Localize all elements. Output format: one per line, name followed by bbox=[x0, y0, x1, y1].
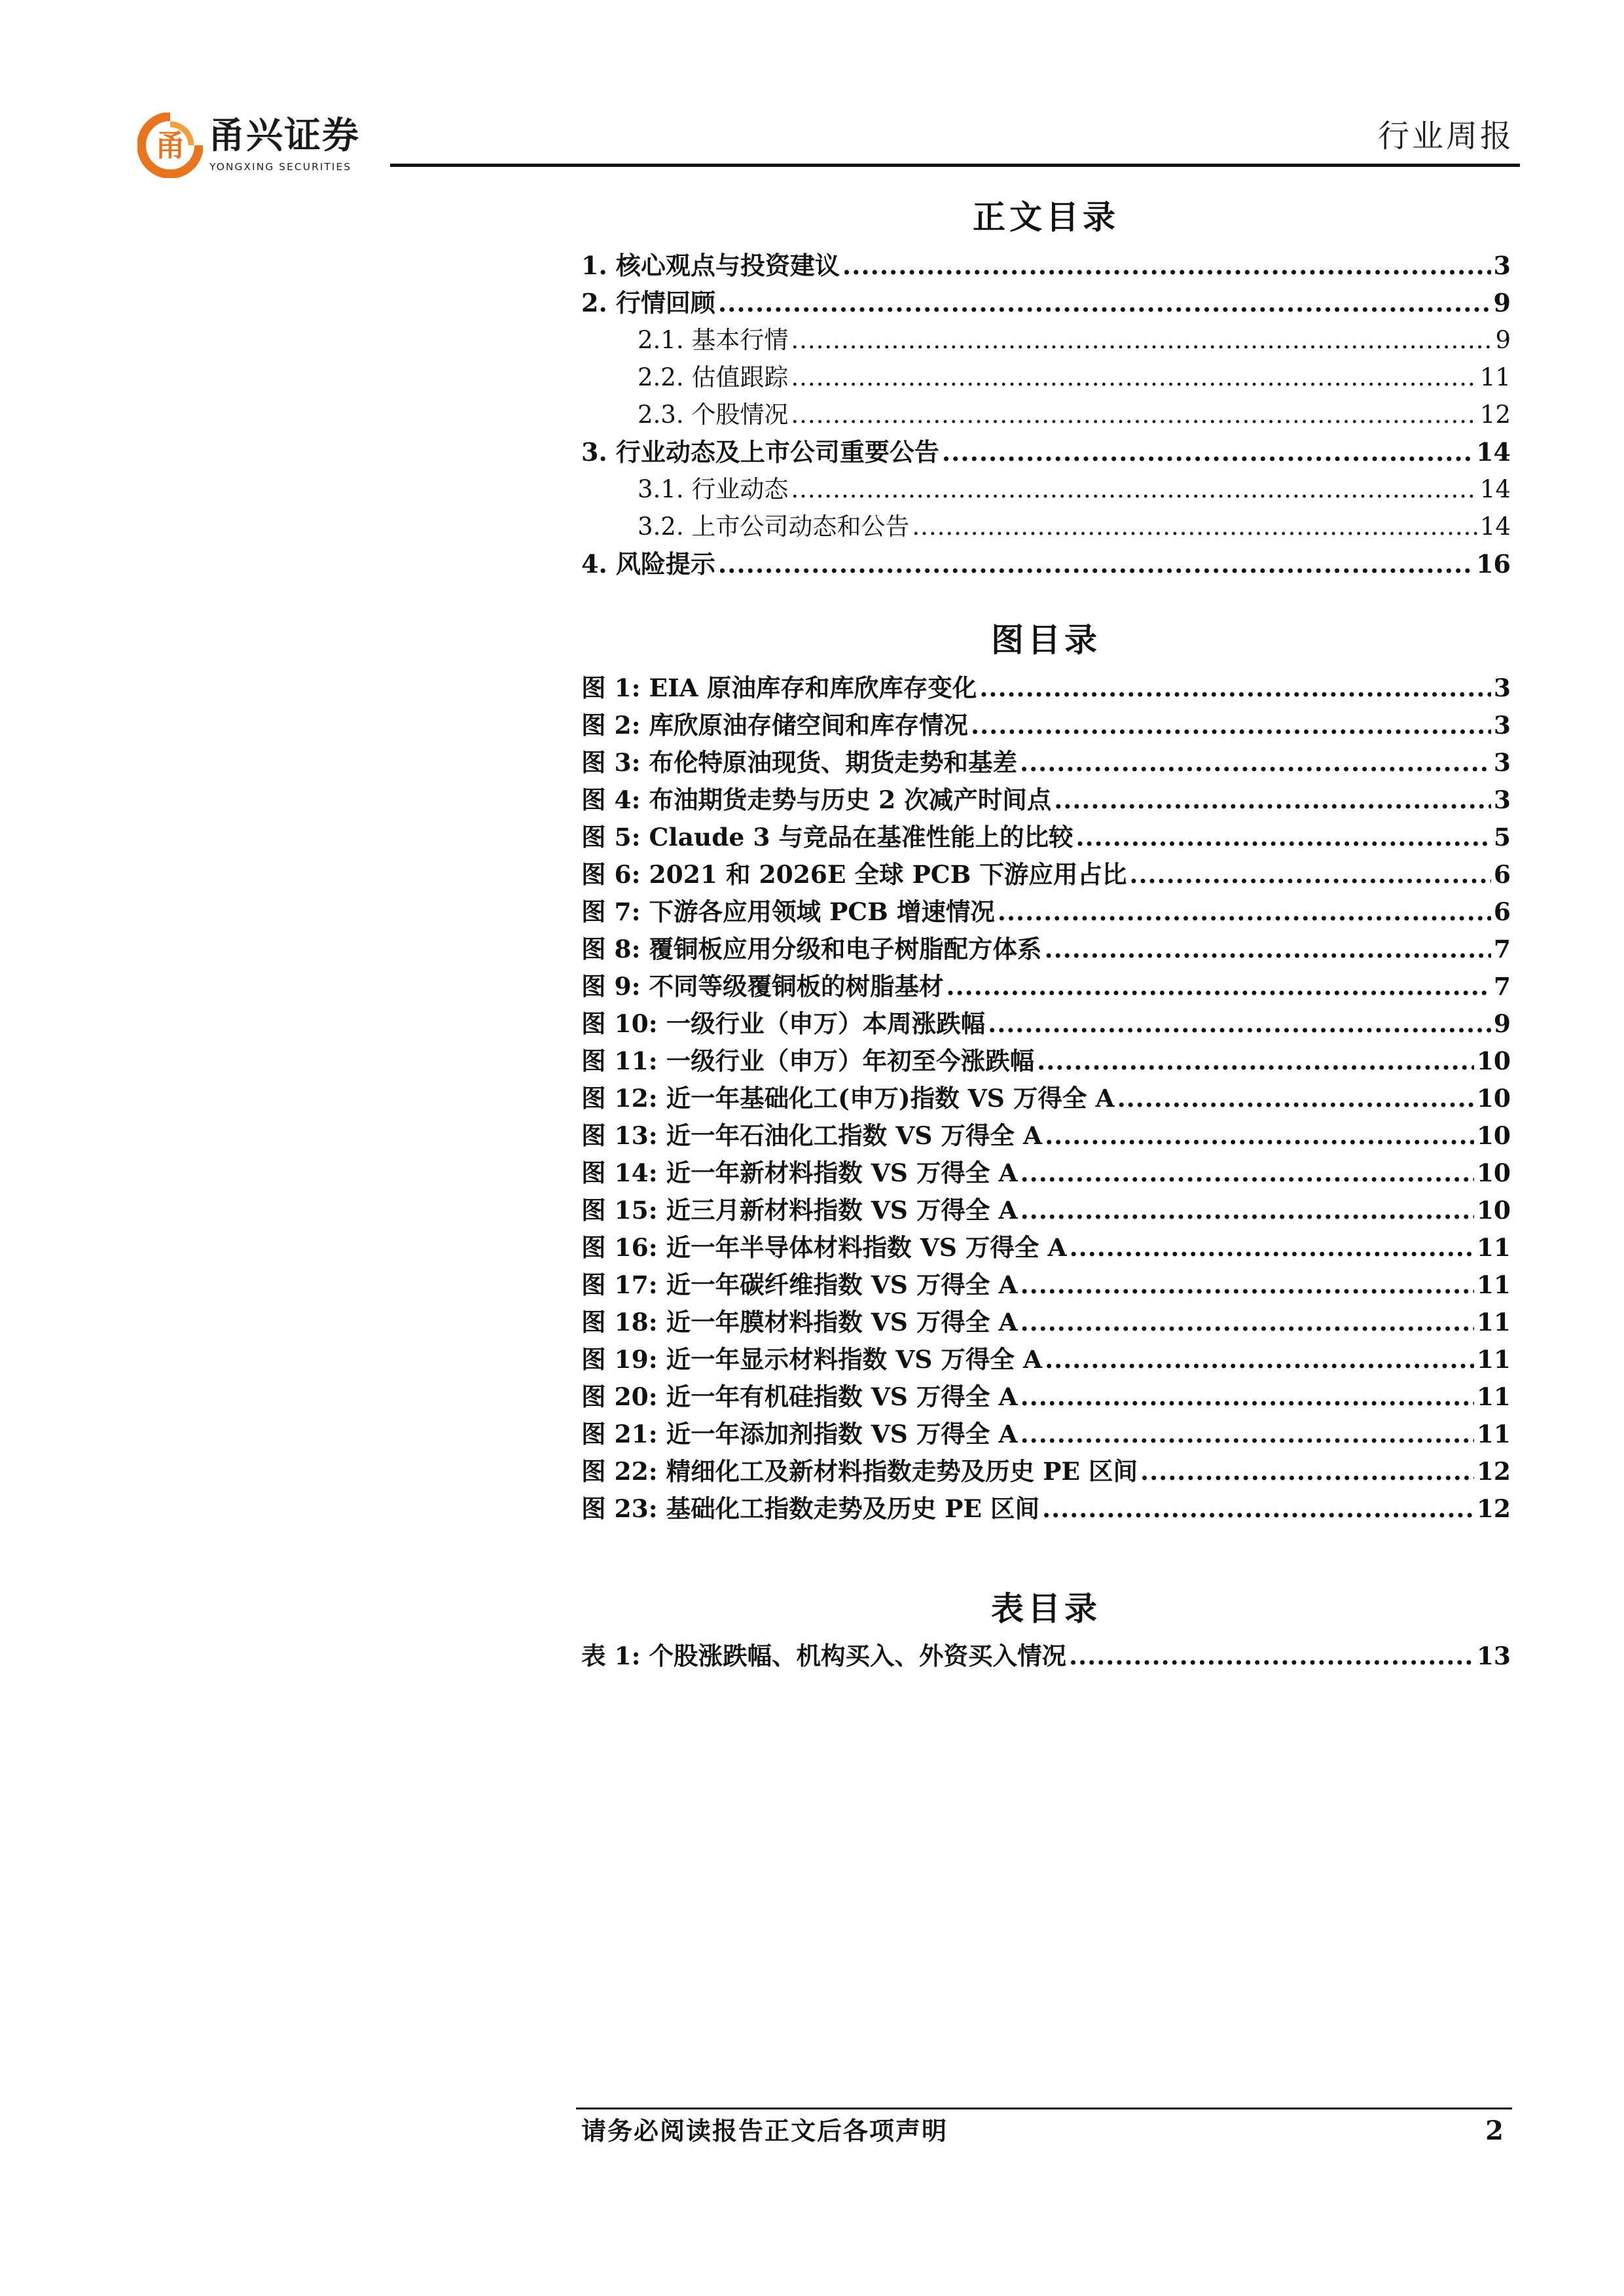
toc-entry-label: 表 1: 个股涨跌幅、机构买入、外资买入情况 bbox=[581, 1641, 1067, 1670]
toc-dot-leader bbox=[718, 284, 1491, 321]
toc-entry-label: 3. 行业动态及上市公司重要公告 bbox=[581, 437, 939, 467]
toc-dot-leader bbox=[1020, 1378, 1474, 1416]
toc-dot-leader bbox=[1129, 856, 1491, 893]
logo-chinese-name: 甬兴证券 bbox=[208, 115, 360, 157]
toc-dot-leader bbox=[791, 321, 1492, 359]
toc-entry[interactable] bbox=[581, 545, 1511, 583]
toc-dot-leader bbox=[1045, 1341, 1474, 1378]
toc-entry[interactable] bbox=[581, 247, 1511, 284]
toc-entry[interactable] bbox=[581, 968, 1511, 1005]
toc-dot-leader bbox=[1140, 1453, 1474, 1490]
toc-entry[interactable] bbox=[581, 1453, 1511, 1490]
toc-entry[interactable] bbox=[581, 1378, 1511, 1416]
toc-entry-page: 9 bbox=[1493, 1009, 1511, 1038]
toc-dot-leader bbox=[718, 545, 1473, 583]
toc-entry-label: 图 7: 下游各应用领域 PCB 增速情况 bbox=[581, 897, 995, 926]
toc-entry[interactable] bbox=[581, 508, 1511, 545]
logo-mark-char: 甬 bbox=[155, 128, 185, 163]
toc-dot-leader bbox=[1037, 1043, 1474, 1080]
toc-entry-label: 图 15: 近三月新材料指数 VS 万得全 A bbox=[581, 1196, 1018, 1225]
toc-entry-page: 12 bbox=[1479, 401, 1511, 429]
toc-entry[interactable] bbox=[581, 893, 1511, 931]
toc-dot-leader bbox=[947, 968, 1491, 1005]
toc-entry-page: 12 bbox=[1476, 1457, 1511, 1486]
toc-dot-leader bbox=[942, 433, 1473, 471]
toc-entry-page: 10 bbox=[1476, 1121, 1511, 1150]
toc-entry-page: 7 bbox=[1493, 972, 1511, 1001]
toc-entry[interactable] bbox=[581, 1117, 1511, 1155]
toc-entry-label: 1. 核心观点与投资建议 bbox=[581, 251, 840, 280]
toc-entry-label: 图 14: 近一年新材料指数 VS 万得全 A bbox=[581, 1158, 1018, 1187]
toc-dot-leader bbox=[791, 471, 1477, 508]
toc-entry-label: 图 22: 精细化工及新材料指数走势及历史 PE 区间 bbox=[581, 1457, 1138, 1486]
toc-entry[interactable] bbox=[581, 1043, 1511, 1080]
table-toc-list bbox=[581, 1638, 1511, 1675]
toc-entry-page: 6 bbox=[1493, 860, 1511, 889]
toc-entry-page: 11 bbox=[1476, 1270, 1511, 1299]
toc-entry[interactable] bbox=[581, 471, 1511, 508]
toc-entry-page: 3 bbox=[1493, 251, 1511, 280]
footer-disclaimer: 请务必阅读报告正文后各项声明 bbox=[581, 2117, 948, 2145]
toc-entry-label: 4. 风险提示 bbox=[581, 549, 715, 579]
toc-entry-label: 图 17: 近一年碳纤维指数 VS 万得全 A bbox=[581, 1270, 1018, 1299]
toc-entry[interactable] bbox=[581, 1192, 1511, 1229]
page-header bbox=[0, 0, 1624, 177]
toc-entry-label: 图 23: 基础化工指数走势及历史 PE 区间 bbox=[581, 1494, 1040, 1523]
toc-entry-page: 6 bbox=[1493, 897, 1511, 926]
footer-divider bbox=[576, 2108, 1512, 2109]
toc-entry-page: 3 bbox=[1493, 673, 1511, 702]
toc-entry[interactable] bbox=[581, 1490, 1511, 1528]
toc-entry-label: 图 13: 近一年石油化工指数 VS 万得全 A bbox=[581, 1121, 1043, 1150]
toc-entry-label: 2.2. 估值跟踪 bbox=[638, 363, 789, 391]
logo-mark-icon bbox=[137, 113, 203, 178]
toc-entry-label: 图 1: EIA 原油库存和库欣库存变化 bbox=[581, 673, 977, 702]
toc-entry-label: 3.2. 上市公司动态和公告 bbox=[638, 512, 910, 541]
toc-entry-page: 10 bbox=[1476, 1084, 1511, 1113]
toc-entry[interactable] bbox=[581, 744, 1511, 781]
toc-entry-page: 7 bbox=[1493, 935, 1511, 963]
toc-entry-label: 图 3: 布伦特原油现货、期货走势和基差 bbox=[581, 748, 1018, 777]
toc-entry[interactable] bbox=[581, 781, 1511, 819]
toc-entry[interactable] bbox=[581, 359, 1511, 396]
toc-entry[interactable] bbox=[581, 819, 1511, 856]
toc-entry-page: 11 bbox=[1476, 1308, 1511, 1336]
toc-entry[interactable] bbox=[581, 396, 1511, 433]
toc-entry-label: 3.1. 行业动态 bbox=[638, 475, 789, 503]
toc-dot-leader bbox=[1054, 781, 1491, 819]
header-divider bbox=[390, 164, 1520, 167]
toc-entry-label: 图 5: Claude 3 与竞品在基准性能上的比较 bbox=[581, 823, 1074, 852]
toc-entry[interactable] bbox=[581, 707, 1511, 744]
toc-dot-leader bbox=[998, 893, 1491, 931]
toc-dot-leader bbox=[1020, 1304, 1474, 1341]
toc-dot-leader bbox=[1020, 744, 1491, 781]
toc-dot-leader bbox=[1045, 1117, 1474, 1155]
toc-entry-page: 16 bbox=[1476, 549, 1511, 579]
toc-entry[interactable] bbox=[581, 670, 1511, 707]
toc-entry-page: 14 bbox=[1476, 437, 1511, 467]
toc-entry-label: 2.1. 基本行情 bbox=[638, 326, 789, 354]
toc-entry-label: 图 8: 覆铜板应用分级和电子树脂配方体系 bbox=[581, 935, 1042, 963]
toc-dot-leader bbox=[1069, 1638, 1474, 1675]
toc-entry-label: 2.3. 个股情况 bbox=[638, 401, 789, 429]
toc-dot-leader bbox=[1075, 819, 1490, 856]
toc-entry-label: 2. 行情回顾 bbox=[581, 288, 715, 317]
toc-dot-leader bbox=[1020, 1416, 1474, 1453]
toc-entry[interactable] bbox=[581, 321, 1511, 359]
toc-dot-leader bbox=[1020, 1192, 1474, 1229]
toc-entry[interactable] bbox=[581, 856, 1511, 893]
toc-entry[interactable] bbox=[581, 1080, 1511, 1117]
toc-entry-label: 图 10: 一级行业（申万）本周涨跌幅 bbox=[581, 1009, 986, 1038]
toc-dot-leader bbox=[1070, 1229, 1474, 1266]
logo-english-name: YONGXING SECURITIES bbox=[209, 161, 352, 173]
toc-dot-leader bbox=[988, 1005, 1491, 1043]
toc-entry-page: 12 bbox=[1476, 1494, 1511, 1523]
toc-entry-page: 9 bbox=[1493, 288, 1511, 317]
toc-dot-leader bbox=[842, 247, 1491, 284]
toc-entry-label: 图 2: 库欣原油存储空间和库存情况 bbox=[581, 711, 969, 740]
toc-entry-page: 11 bbox=[1476, 1382, 1511, 1411]
toc-dot-leader bbox=[979, 670, 1491, 707]
toc-entry-label: 图 16: 近一年半导体材料指数 VS 万得全 A bbox=[581, 1233, 1067, 1262]
toc-entry-page: 10 bbox=[1476, 1196, 1511, 1225]
toc-dot-leader bbox=[1020, 1266, 1474, 1304]
toc-entry[interactable] bbox=[581, 433, 1511, 471]
toc-entry-label: 图 6: 2021 和 2026E 全球 PCB 下游应用占比 bbox=[581, 860, 1127, 889]
toc-entry-page: 10 bbox=[1476, 1158, 1511, 1187]
toc-entry-page: 11 bbox=[1479, 363, 1511, 391]
toc-entry-page: 13 bbox=[1476, 1641, 1511, 1670]
report-type-label: 行业周报 bbox=[1377, 118, 1514, 154]
toc-entry-label: 图 21: 近一年添加剂指数 VS 万得全 A bbox=[581, 1420, 1018, 1448]
main-toc-title: 正文目录 bbox=[973, 198, 1119, 236]
toc-entry[interactable] bbox=[581, 1416, 1511, 1453]
toc-entry[interactable] bbox=[581, 284, 1511, 321]
toc-entry[interactable] bbox=[581, 1341, 1511, 1378]
toc-entry-page: 3 bbox=[1493, 711, 1511, 740]
toc-dot-leader bbox=[1042, 1490, 1474, 1528]
figure-toc-list bbox=[581, 670, 1511, 1528]
toc-entry[interactable] bbox=[581, 1266, 1511, 1304]
toc-entry[interactable] bbox=[581, 1304, 1511, 1341]
toc-entry-page: 14 bbox=[1479, 512, 1511, 541]
toc-entry-label: 图 9: 不同等级覆铜板的树脂基材 bbox=[581, 972, 944, 1001]
toc-dot-leader bbox=[1020, 1155, 1474, 1192]
toc-dot-leader bbox=[1045, 931, 1491, 968]
toc-entry-page: 11 bbox=[1476, 1420, 1511, 1448]
company-logo bbox=[137, 113, 373, 185]
toc-dot-leader bbox=[1117, 1080, 1474, 1117]
page-number: 2 bbox=[1485, 2115, 1504, 2146]
toc-entry-page: 3 bbox=[1493, 785, 1511, 814]
table-toc-title: 表目录 bbox=[991, 1590, 1101, 1628]
toc-entry[interactable] bbox=[581, 1155, 1511, 1192]
toc-entry-page: 5 bbox=[1493, 823, 1511, 852]
toc-entry-label: 图 4: 布油期货走势与历史 2 次减产时间点 bbox=[581, 785, 1052, 814]
toc-entry-label: 图 11: 一级行业（申万）年初至今涨跌幅 bbox=[581, 1047, 1035, 1075]
toc-entry-label: 图 12: 近一年基础化工(申万)指数 VS 万得全 A bbox=[581, 1084, 1115, 1113]
toc-entry-page: 9 bbox=[1495, 326, 1511, 354]
toc-dot-leader bbox=[912, 508, 1477, 545]
figure-toc-title: 图目录 bbox=[991, 621, 1101, 659]
toc-entry[interactable] bbox=[581, 1638, 1511, 1675]
toc-dot-leader bbox=[791, 396, 1477, 433]
toc-dot-leader bbox=[971, 707, 1491, 744]
toc-entry-page: 10 bbox=[1476, 1047, 1511, 1075]
toc-dot-leader bbox=[791, 359, 1477, 396]
toc-entry-page: 11 bbox=[1476, 1233, 1511, 1262]
toc-entry-label: 图 20: 近一年有机硅指数 VS 万得全 A bbox=[581, 1382, 1018, 1411]
toc-entry-page: 14 bbox=[1479, 475, 1511, 503]
toc-entry-label: 图 19: 近一年显示材料指数 VS 万得全 A bbox=[581, 1345, 1043, 1374]
toc-entry-page: 11 bbox=[1476, 1345, 1511, 1374]
toc-entry-page: 3 bbox=[1493, 748, 1511, 777]
main-toc-list bbox=[581, 247, 1511, 583]
toc-entry[interactable] bbox=[581, 1005, 1511, 1043]
toc-entry-label: 图 18: 近一年膜材料指数 VS 万得全 A bbox=[581, 1308, 1018, 1336]
toc-entry[interactable] bbox=[581, 931, 1511, 968]
toc-entry[interactable] bbox=[581, 1229, 1511, 1266]
